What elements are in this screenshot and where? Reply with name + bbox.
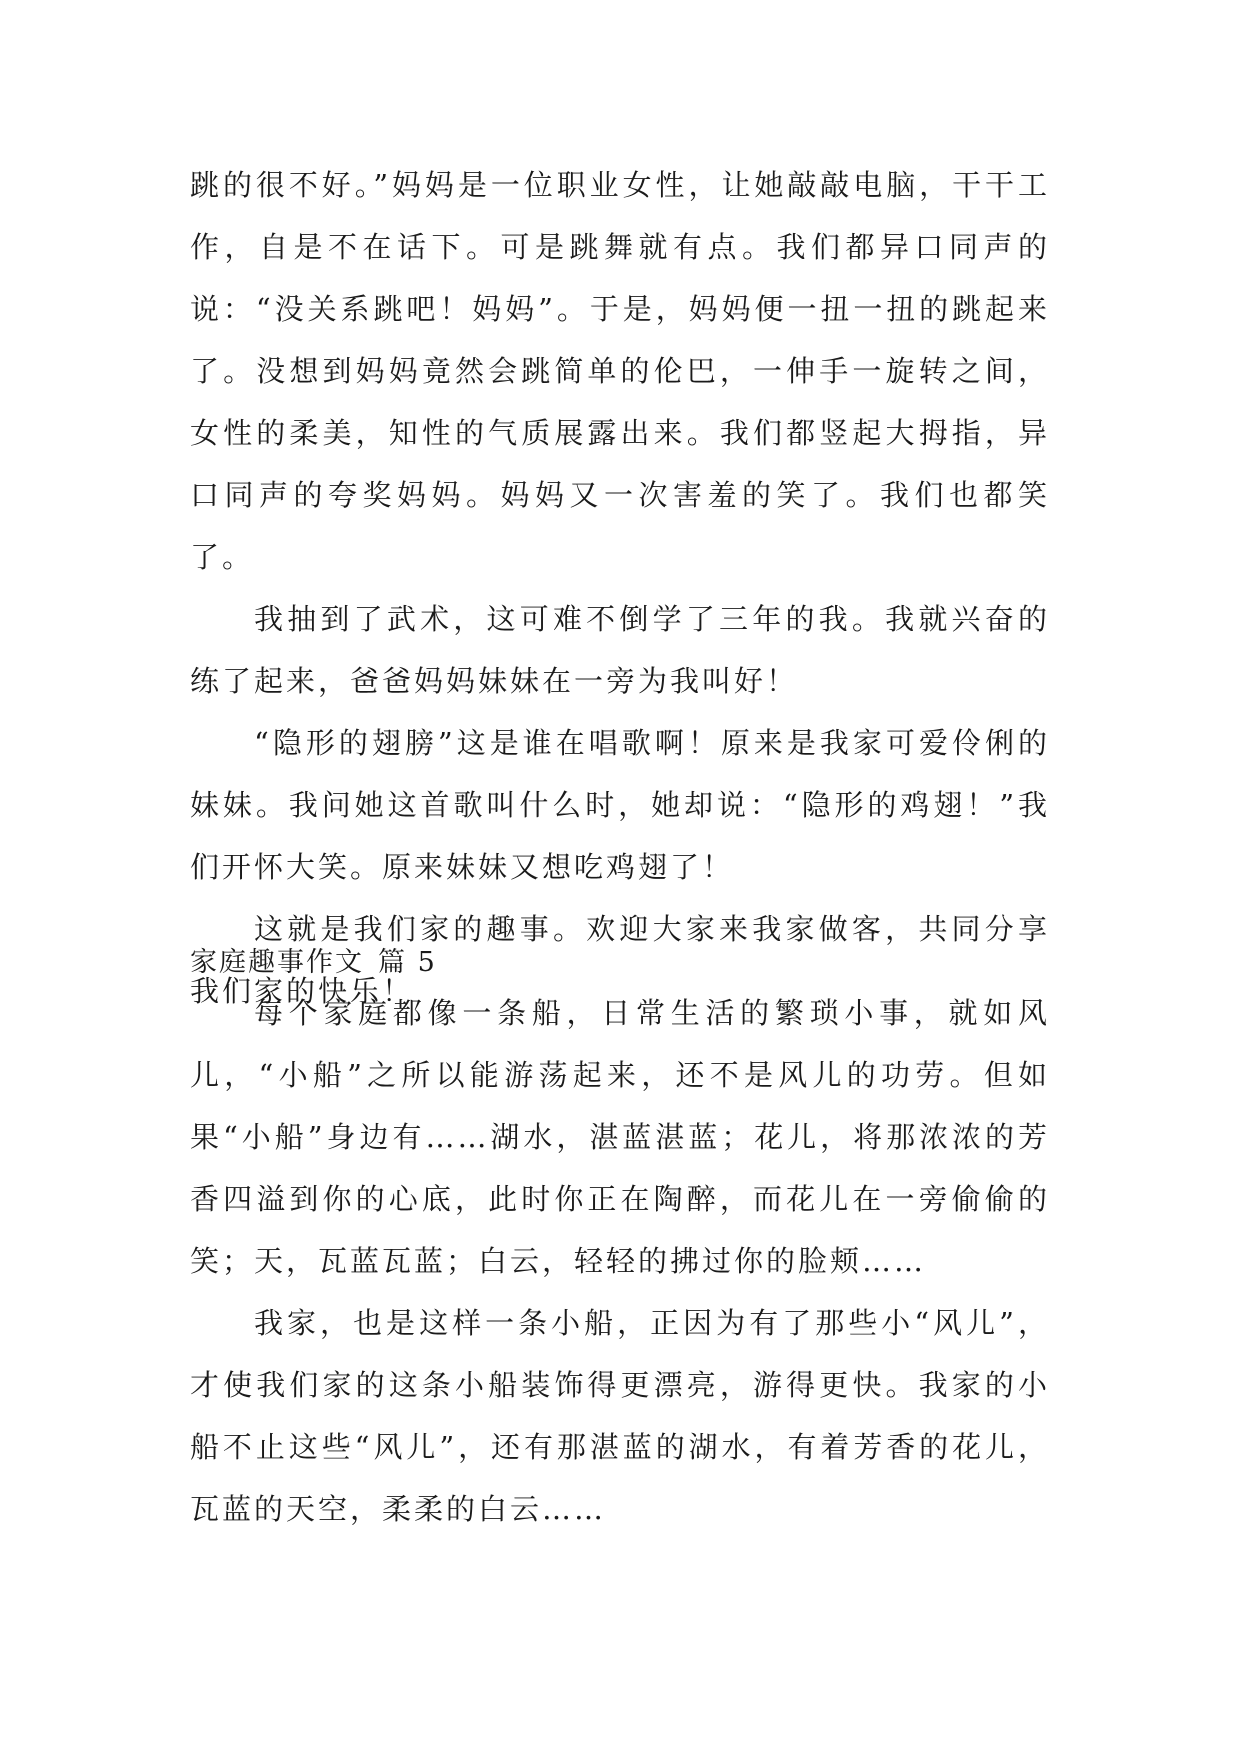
essay-text-section-5 xyxy=(190,982,1050,1540)
section-heading xyxy=(190,943,437,983)
essay-text-continued xyxy=(190,154,1050,1022)
section-title: 家庭趣事作文 xyxy=(190,947,364,978)
section-number: 篇 5 xyxy=(378,947,437,978)
paragraph: 每个家庭都像一条船，日常生活的繁琐小事，就如风儿，“小船”之所以能游荡起来，还不是风儿的功劳。但如果“小船”身边有……湖水，湛蓝湛蓝；花儿，将那浓浓的芳香四溢到你的心底，此时你正在陶醉，而花儿在一旁偷偷的笑；天，瓦蓝瓦蓝；白云，轻轻的拂过你的脸颊…… xyxy=(190,996,1050,1278)
paragraph: 我家，也是这样一条小船，正因为有了那些小“风儿”，才使我们家的这条小船装饰得更漂亮，游得更快。我家的小船不止这些“风儿”，还有那湛蓝的湖水，有着芳香的花儿，瓦蓝的天空，柔柔的白云…… xyxy=(190,1306,1050,1526)
paragraph: 我抽到了武术，这可难不倒学了三年的我。我就兴奋的练了起来，爸爸妈妈妹妹在一旁为我叫好！ xyxy=(190,602,1050,698)
paragraph: 跳的很不好。”妈妈是一位职业女性，让她敲敲电脑，干干工作，自是不在话下。可是跳舞就有点。我们都异口同声的说：“没关系跳吧！妈妈”。于是，妈妈便一扭一扭的跳起来了。没想到妈妈竟然会跳简单的伦巴，一伸手一旋转之间，女性的柔美，知性的气质展露出来。我们都竖起大拇指，异口同声的夸奖妈妈。妈妈又一次害羞的笑了。我们也都笑了。 xyxy=(190,168,1050,574)
paragraph: “隐形的翅膀”这是谁在唱歌啊！原来是我家可爱伶俐的妹妹。我问她这首歌叫什么时，她却说：“隐形的鸡翅！”我们开怀大笑。原来妹妹又想吃鸡翅了！ xyxy=(190,726,1050,884)
paragraph: 这就是我们家的趣事。欢迎大家来我家做客，共同分享我们家的快乐！ xyxy=(190,912,1050,1008)
